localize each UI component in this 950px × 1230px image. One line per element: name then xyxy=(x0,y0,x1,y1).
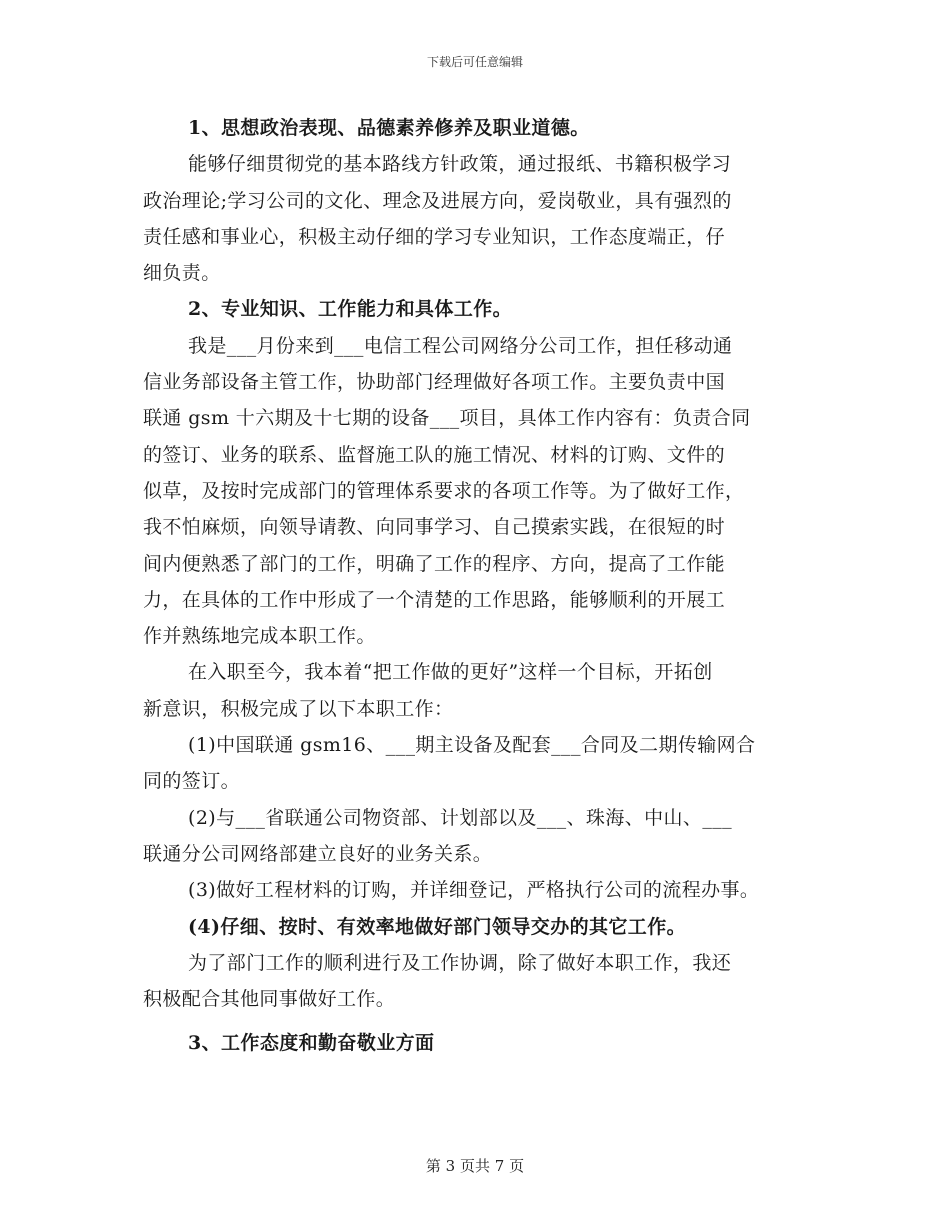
text-line: 我是___月份来到___电信工程公司网络分公司工作，担任移动通 xyxy=(188,334,733,357)
section-heading: 1、思想政治表现、品德素养修养及职业道德。 xyxy=(188,117,590,139)
text-line: 我不怕麻烦，向领导请教、向同事学习、自己摸索实践，在很短的时 xyxy=(143,516,726,539)
text-line: 新意识，积极完成了以下本职工作： xyxy=(143,697,454,720)
text-line: 政治理论;学习公司的文化、理念及进展方向，爱岗敬业，具有强烈的 xyxy=(143,189,732,212)
text-line: (3)做好工程材料的订购，并详细登记，严格执行公司的流程办事。 xyxy=(188,879,760,902)
section-heading: 3、工作态度和勤奋敬业方面 xyxy=(188,1032,435,1055)
text-line: 积极配合其他同事做好工作。 xyxy=(143,988,396,1011)
text-line: 责任感和事业心，积极主动仔细的学习专业知识，工作态度端正，仔 xyxy=(143,225,726,248)
text-line: 间内便熟悉了部门的工作，明确了工作的程序、方向，提高了工作能 xyxy=(143,552,726,575)
text-line: 能够仔细贯彻党的基本路线方针政策，通过报纸、书籍积极学习 xyxy=(188,153,732,176)
text-line: 同的签订。 xyxy=(143,770,241,793)
text-line: 作并熟练地完成本职工作。 xyxy=(143,625,376,648)
section-heading: (4)仔细、按时、有效率地做好部门领导交办的其它工作。 xyxy=(188,915,687,938)
section-heading: 2、专业知识、工作能力和具体工作。 xyxy=(188,298,513,321)
text-line: 的签订、业务的联系、监督施工队的施工情况、材料的订购、文件的 xyxy=(143,443,726,466)
text-line: 信业务部设备主管工作，协助部门经理做好各项工作。主要负责中国 xyxy=(143,371,726,394)
text-line: 为了部门工作的顺利进行及工作协调，除了做好本职工作，我还 xyxy=(188,951,732,974)
text-line: (2)与___省联通公司物资部、计划部以及___、珠海、中山、___ xyxy=(188,806,733,829)
page-number: 第 3 页共 7 页 xyxy=(425,1157,525,1175)
text-line: 联通 gsm 十六期及十七期的设备___项目，具体工作内容有：负责合同 xyxy=(143,407,751,430)
spacer xyxy=(143,1017,823,1025)
text-line: 联通分公司网络部建立良好的业务关系。 xyxy=(143,842,493,865)
text-line: 似草，及按时完成部门的管理体系要求的各项工作等。为了做好工作， xyxy=(143,479,745,502)
text-line: 力，在具体的工作中形成了一个清楚的工作思路，能够顺利的开展工 xyxy=(143,588,726,611)
header-note: 下载后可任意编辑 xyxy=(426,55,523,69)
document-body xyxy=(143,110,823,1062)
text-line: 细负责。 xyxy=(143,262,221,285)
text-line: 在入职至今，我本着“把工作做的更好”这样一个目标，开拓创 xyxy=(188,661,713,684)
text-line: (1)中国联通 gsm16、___期主设备及配套___合同及二期传输网合 xyxy=(188,734,756,757)
